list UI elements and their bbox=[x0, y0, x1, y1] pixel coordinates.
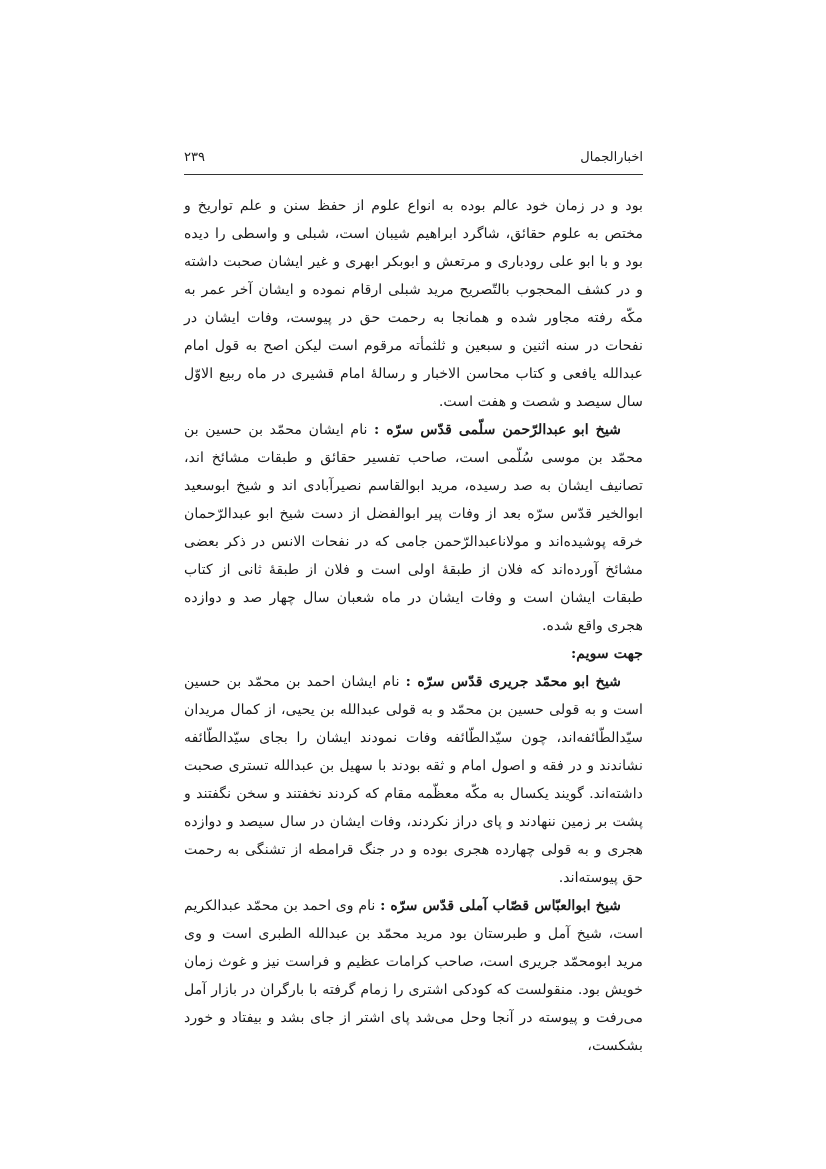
running-title: اخبارالجمال bbox=[580, 150, 643, 165]
body-text bbox=[184, 192, 643, 1060]
paragraph bbox=[184, 192, 643, 416]
paragraph-text: نام ایشان محمّد بن حسین بن محمّد بن موسی سُلّمی است، صاحب تفسیر حقائق و طبقات مشائخ اند، تصانیف ایشان به صد رسیده، مرید ابوالقاسم نصیرآبادی اند و شیخ ابوسعید ابوالخیر قدّس سرّه بعد از وفات پیر ابوالفضل از دست شیخ ابو عبدالرّحمان خرقه پوشیده‌اند و مولاناعبدالرّحمن جامی که در نفحات الانس در ذکر بعضی مشائخ آورده‌اند که فلان از طبقهٔ اولی است و فلان از طبقهٔ ثانی از کتاب طبقات ایشان است و وفات ایشان در ماه شعبان سال چهار صد و دوازده هجری واقع شده. bbox=[184, 422, 643, 634]
paragraph-text: نام ایشان احمد بن محمّد بن حسین است و به قولی حسین بن محمّد و به قولی عبدالله بن یحیی، از کمال مریدان سیّدالطّائفه‌اند، چون سیّدالطّائفه وفات نمودند ایشان را بجای سیّدالطّائفه نشاندند و در فقه و اصول امام و ثقه بودند با سهیل بن عبدالله تستری صحبت داشته‌اند. گویند یکسال به مکّه معظّمه مقام که کردند نخفتند و سخن نگفتند و پشت بر زمین ننهادند و پای دراز نکردند، وفات ایشان در سال سیصد و دوازده هجری و به قولی چهارده هجری بوده و در جنگ قرامطه از تشنگی به رحمت حق پیوسته‌اند. bbox=[184, 674, 643, 886]
paragraph bbox=[184, 892, 643, 1060]
paragraph-text: بود و در زمان خود عالم بوده به انواع علوم از حفظ سنن و علم تواریخ و مختص به علوم حقائق، شاگرد ابراهیم شیبان است، شبلی و واسطی را دیده بود و با ابو علی رودباری و مرتعش و ابوبکر ابهری و غیر ایشان صحبت داشته و در کشف المحجوب بالتّصریح مرید شبلی ارقام نموده و ایشان آخر عمر به مکّه رفته مجاور شده و همانجا به رحمت حق در پیوست، وفات ایشان در نفحات در سنه اثنین و سبعین و ثلثمأته مرقوم است لیکن اصح به قول امام عبدالله یافعی و کتاب محاسن الاخبار و رسالهٔ امام قشیری در ماه ربیع الاوّل سال سیصد و شصت و هفت است. bbox=[184, 198, 643, 410]
paragraph-text: نام وی احمد بن محمّد عبدالکریم است، شیخ آمل و طبرستان بود مرید محمّد بن عبدالله الطبری است و وی مرید ابومحمّد جریری است، صاحب کرامات عظیم و فراست نیز و غوث زمان خویش بود. منقولست که کودکی اشتری را زمام گرفته با بارگران در بازار آمل می‌رفت و پیوسته در آنجا وحل می‌شد پای اشتر از جای بشد و بیفتاد و خورد بشکست، bbox=[184, 898, 643, 1054]
paragraph bbox=[184, 668, 643, 892]
running-header bbox=[184, 146, 643, 170]
page-number: ۲۳۹ bbox=[184, 150, 205, 165]
paragraph bbox=[184, 416, 643, 640]
entry-heading: شیخ ابو عبدالرّحمن سلّمی قدّس سرّه : bbox=[374, 422, 621, 438]
section-heading: جهت سویم: bbox=[570, 646, 643, 662]
entry-heading: شیخ ابو محمّد جریری قدّس سرّه : bbox=[405, 674, 621, 690]
header-rule bbox=[184, 174, 643, 175]
entry-heading: شیخ ابوالعبّاس قصّاب آملی قدّس سرّه : bbox=[380, 898, 621, 914]
